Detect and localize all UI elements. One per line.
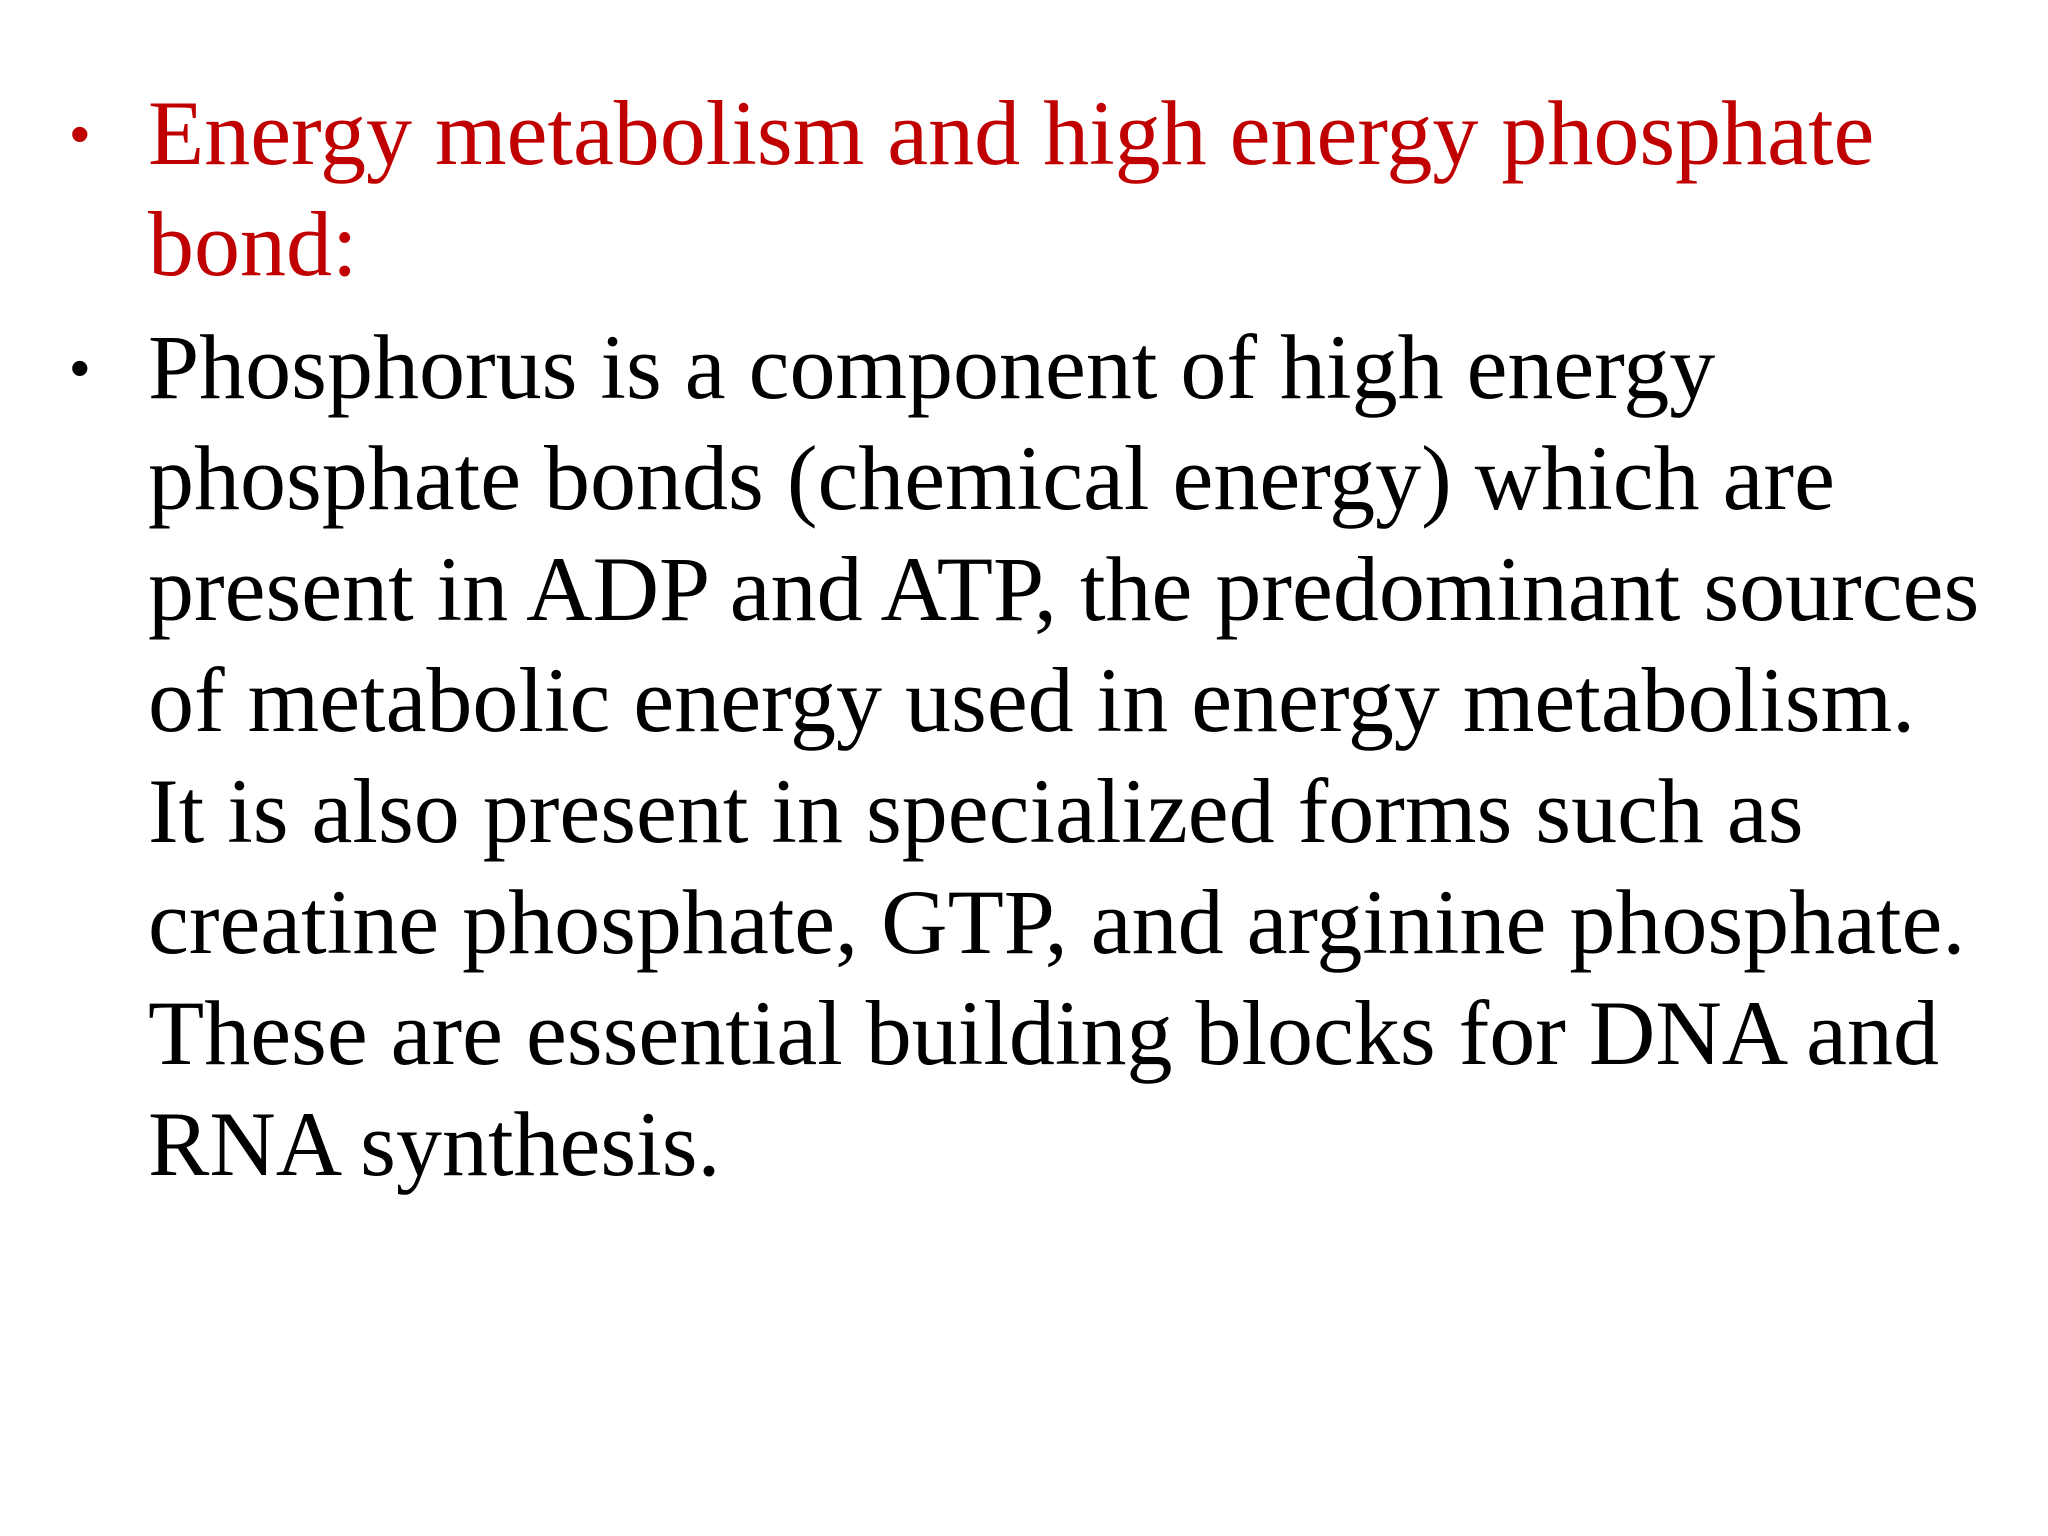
bullet-icon: • <box>70 336 90 399</box>
bullet-body <box>70 312 1990 1200</box>
bullet-icon: • <box>70 102 90 165</box>
bullet-heading <box>70 78 1990 300</box>
bullet-list <box>70 78 1990 1212</box>
bullet-heading-text: Energy metabolism and high energy phosphate bond: <box>148 82 1875 295</box>
bullet-body-text: Phosphorus is a component of high energy phosphate bonds (chemical energy) which are present in ADP and ATP, the predominant sources of metabolic energy used in energy metabolism. It is also present in specialized forms such as creatine phosphate, GTP, and arginine phosphate. These are essential building blocks for DNA and RNA synthesis. <box>148 316 1980 1195</box>
